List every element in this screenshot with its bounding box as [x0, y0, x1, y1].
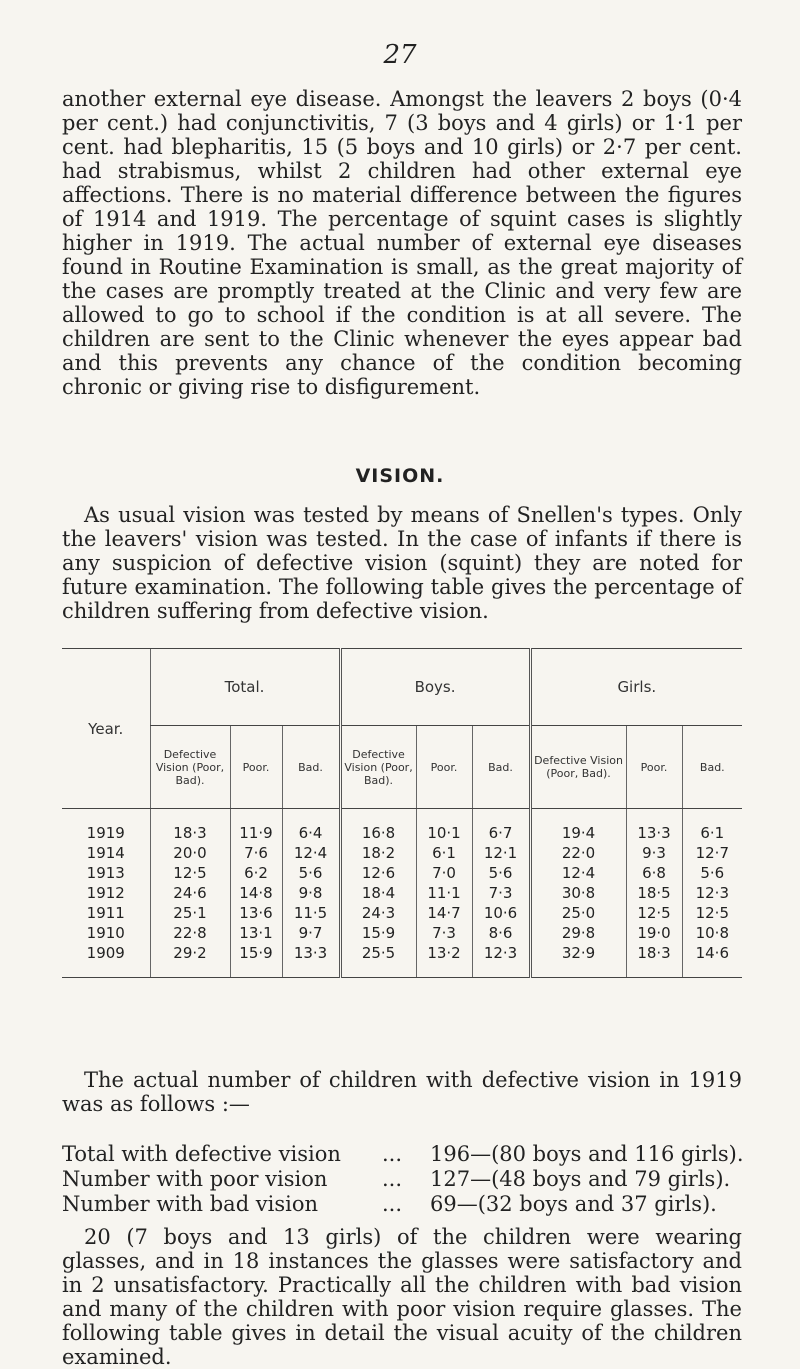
value-cell: 12·6: [340, 863, 416, 883]
value-cell: 14·8: [230, 883, 282, 903]
value-cell: 5·6: [282, 863, 340, 883]
summary-list: [62, 1142, 752, 1217]
summary-row: [62, 1192, 752, 1217]
year-cell: 1919: [86, 824, 125, 842]
value-cell: 11·5: [282, 903, 340, 923]
value-cell: 19·4: [530, 809, 626, 844]
summary-label: Number with bad vision: [62, 1192, 319, 1216]
summary-value: 196—(80 boys and 116 girls).: [430, 1142, 744, 1166]
value-cell: 25·5: [340, 943, 416, 978]
value-cell: 32·9: [530, 943, 626, 978]
value-cell: 25·0: [530, 903, 626, 923]
summary-value: 127—(48 boys and 79 girls).: [430, 1167, 731, 1191]
value-cell: 30·8: [530, 883, 626, 903]
value-cell: 6·1: [682, 809, 742, 844]
actual-number-text: The actual number of children with defective vision in 1919 was as follows :—: [62, 1068, 742, 1116]
value-cell: 15·9: [230, 943, 282, 978]
value-cell: 14·6: [682, 943, 742, 978]
value-cell: 6·1: [416, 843, 472, 863]
value-cell: 6·7: [472, 809, 530, 844]
value-cell: 29·2: [150, 943, 230, 978]
group-header-boys: Boys.: [340, 649, 530, 726]
sub-header-bad: Bad.: [472, 726, 530, 809]
table-row: [62, 923, 742, 943]
table-row: [62, 843, 742, 863]
sub-header-poor: Poor.: [230, 726, 282, 809]
value-cell: 12·5: [150, 863, 230, 883]
value-cell: 14·7: [416, 903, 472, 923]
value-cell: 6·4: [282, 809, 340, 844]
value-cell: 22·0: [530, 843, 626, 863]
value-cell: 9·8: [282, 883, 340, 903]
value-cell: 13·2: [416, 943, 472, 978]
table-row: [62, 863, 742, 883]
value-cell: 25·1: [150, 903, 230, 923]
year-header: Year.: [62, 649, 150, 809]
section-heading: VISION.: [355, 465, 445, 487]
value-cell: 15·9: [340, 923, 416, 943]
vision-table: [62, 648, 742, 978]
group-header-girls: Girls.: [530, 649, 742, 726]
value-cell: 10·8: [682, 923, 742, 943]
summary-dots: ...: [382, 1142, 403, 1166]
value-cell: 18·3: [150, 809, 230, 844]
value-cell: 9·3: [626, 843, 682, 863]
summary-dots: ...: [382, 1192, 403, 1216]
value-cell: 13·3: [282, 943, 340, 978]
value-cell: 5·6: [682, 863, 742, 883]
summary-row: [62, 1142, 752, 1167]
value-cell: 6·8: [626, 863, 682, 883]
value-cell: 7·3: [416, 923, 472, 943]
intro-paragraph: another external eye disease. Amongst the leavers 2 boys (0·4 per cent.) had conjunctivitis, 7 (3 boys and 4 girls) or 1·1 per cent. had blepharitis, 15 (5 boys and 10 girls) or 2·7 per cent. had strabismus, whilst 2 children had other external eye affections. There is no material difference between the figures of 1914 and 1919. The percentage of squint cases is slightly higher in 1919. The actual number of external eye diseases found in Routine Examination is small, as the great majority of the cases are promptly treated at the Clinic and very few are allowed to go to school if the condition is at all severe. The children are sent to the Clinic whenever the eyes appear bad and this prevents any chance of the condition becoming chronic or giving rise to disfigurement.: [62, 87, 742, 399]
sub-header-poor: Poor.: [416, 726, 472, 809]
sub-header-poor: Poor.: [626, 726, 682, 809]
year-cell: 1909: [62, 943, 150, 978]
value-cell: 12·4: [282, 843, 340, 863]
value-cell: 24·6: [150, 883, 230, 903]
summary-value: 69—(32 boys and 37 girls).: [430, 1192, 717, 1216]
year-cell: 1912: [86, 884, 125, 902]
value-cell: 18·4: [340, 883, 416, 903]
value-cell: 16·8: [340, 809, 416, 844]
value-cell: 29·8: [530, 923, 626, 943]
value-cell: 12·5: [626, 903, 682, 923]
value-cell: 12·3: [682, 883, 742, 903]
value-cell: 7·3: [472, 883, 530, 903]
value-cell: 12·4: [530, 863, 626, 883]
value-cell: 10·1: [416, 809, 472, 844]
value-cell: 18·5: [626, 883, 682, 903]
value-cell: 12·7: [682, 843, 742, 863]
group-header-total: Total.: [150, 649, 340, 726]
summary-dots: ...: [382, 1167, 403, 1191]
vision-paragraph: As usual vision was tested by means of Snellen's types. Only the leavers' vision was tested. In the case of infants if there is any suspicion of defective vision (squint) they are noted for future examination. The following table gives the percentage of children suffering from defective vision.: [62, 503, 742, 623]
value-cell: 19·0: [626, 923, 682, 943]
value-cell: 9·7: [282, 923, 340, 943]
value-cell: 7·0: [416, 863, 472, 883]
summary-row: [62, 1167, 752, 1192]
table-row: [62, 903, 742, 923]
value-cell: 24·3: [340, 903, 416, 923]
value-cell: 7·6: [230, 843, 282, 863]
value-cell: 13·6: [230, 903, 282, 923]
sub-header-bad: Bad.: [282, 726, 340, 809]
value-cell: 8·6: [472, 923, 530, 943]
value-cell: 18·2: [340, 843, 416, 863]
table-body: [62, 809, 742, 978]
table-row: [62, 943, 742, 978]
sub-header-defective: Defective Vision (Poor, Bad).: [530, 726, 626, 809]
year-cell: 1911: [86, 904, 125, 922]
value-cell: 13·1: [230, 923, 282, 943]
value-cell: 11·1: [416, 883, 472, 903]
table-row: [62, 809, 742, 844]
year-cell: 1910: [86, 924, 125, 942]
sub-header-bad: Bad.: [682, 726, 742, 809]
sub-header-defective: Defective Vision (Poor, Bad).: [340, 726, 416, 809]
sub-header-defective: Defective Vision (Poor, Bad).: [150, 726, 230, 809]
year-cell: 1913: [86, 864, 125, 882]
value-cell: 12·1: [472, 843, 530, 863]
value-cell: 13·3: [626, 809, 682, 844]
value-cell: 22·8: [150, 923, 230, 943]
summary-label: Number with poor vision: [62, 1167, 328, 1191]
summary-label: Total with defective vision: [62, 1142, 341, 1166]
year-cell: 1914: [86, 844, 125, 862]
value-cell: 6·2: [230, 863, 282, 883]
value-cell: 20·0: [150, 843, 230, 863]
value-cell: 11·9: [230, 809, 282, 844]
page-number: 27: [383, 40, 417, 70]
value-cell: 18·3: [626, 943, 682, 978]
value-cell: 12·5: [682, 903, 742, 923]
closing-paragraph: 20 (7 boys and 13 girls) of the children were wearing glasses, and in 18 instances the glasses were satisfactory and in 2 unsatisfactory. Practically all the children with bad vision and many of the children with poor vision require glasses. The following table gives in detail the visual acuity of the children examined.: [62, 1225, 742, 1369]
table-row: [62, 883, 742, 903]
value-cell: 12·3: [472, 943, 530, 978]
value-cell: 5·6: [472, 863, 530, 883]
value-cell: 10·6: [472, 903, 530, 923]
